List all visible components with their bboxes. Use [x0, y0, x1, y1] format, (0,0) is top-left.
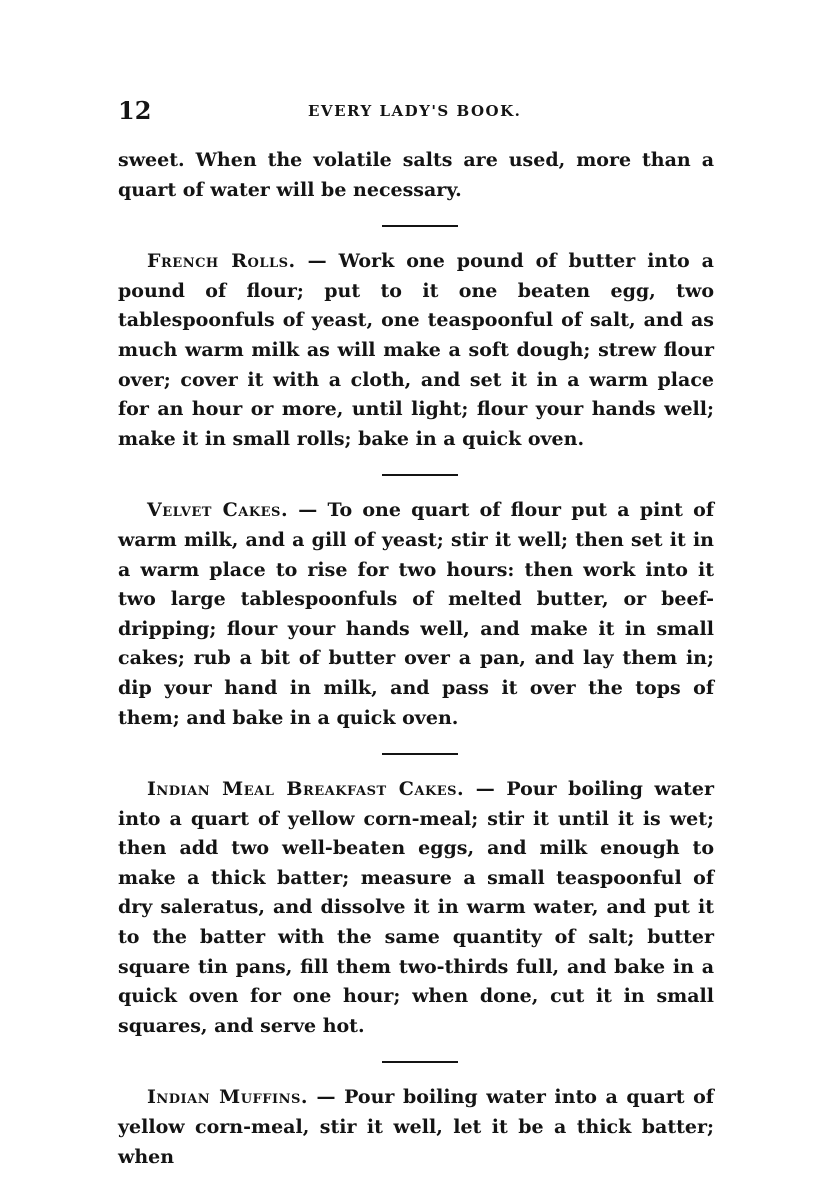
page-body	[118, 146, 714, 1172]
recipe-title: French Rolls.	[147, 250, 296, 273]
recipe-dash: —	[295, 250, 339, 273]
recipe-title: Velvet Cakes.	[147, 499, 289, 522]
continuation-paragraph: sweet. When the volatile salts are used, more than a quart of water will be necessary.	[118, 149, 714, 201]
section-divider	[382, 753, 458, 755]
running-title: EVERY LADY'S BOOK.	[308, 102, 522, 120]
recipe-dash: —	[307, 1086, 345, 1109]
section-divider	[382, 1061, 458, 1063]
section-divider	[382, 474, 458, 476]
recipe-title: Indian Muffins.	[147, 1086, 308, 1109]
recipe-french-rolls	[118, 247, 714, 454]
recipe-indian-muffins	[118, 1083, 714, 1172]
page-number: 12	[118, 96, 152, 125]
recipe-dash: —	[464, 778, 507, 801]
recipe-text: Work one pound of butter into a pound of flour; put to it one beaten egg, two tablespoonfuls of yeast, one teaspoonful of salt, and as much warm milk as will make a soft dough; strew flour over; cover it with a cloth, and set it in a warm place for an hour or more, until light; flour your hands well; make it in small rolls; bake in a quick oven.	[118, 250, 714, 450]
recipe-velvet-cakes	[118, 496, 714, 733]
recipe-dash: —	[288, 499, 328, 522]
recipe-text: To one quart of flour put a pint of warm milk, and a gill of yeast; stir it well; then set it in a warm place to rise for two hours: then work into it two large tablespoonfuls of melted butter, or beef-dripping; flour your hands well, and make it in small cakes; rub a bit of butter over a pan, and lay them in; dip your hand in milk, and pass it over the tops of them; and bake in a quick oven.	[118, 499, 714, 729]
recipe-title: Indian Meal Breakfast Cakes.	[147, 778, 465, 801]
page-header	[118, 96, 718, 126]
recipe-text: Pour boiling water into a quart of yellow corn-meal, stir it well, let it be a thick batter; when	[118, 1086, 714, 1168]
recipe-text: Pour boiling water into a quart of yellow corn-meal; stir it until it is wet; then add two well-beaten eggs, and milk enough to make a thick batter; measure a small teaspoonful of dry saleratus, and dissolve it in warm water, and put it to the batter with the same quantity of salt; butter square tin pans, fill them two-thirds full, and bake in a quick oven for one hour; when done, cut it in small squares, and serve hot.	[118, 778, 714, 1037]
recipe-indian-meal-breakfast-cakes	[118, 775, 714, 1041]
section-divider	[382, 225, 458, 227]
